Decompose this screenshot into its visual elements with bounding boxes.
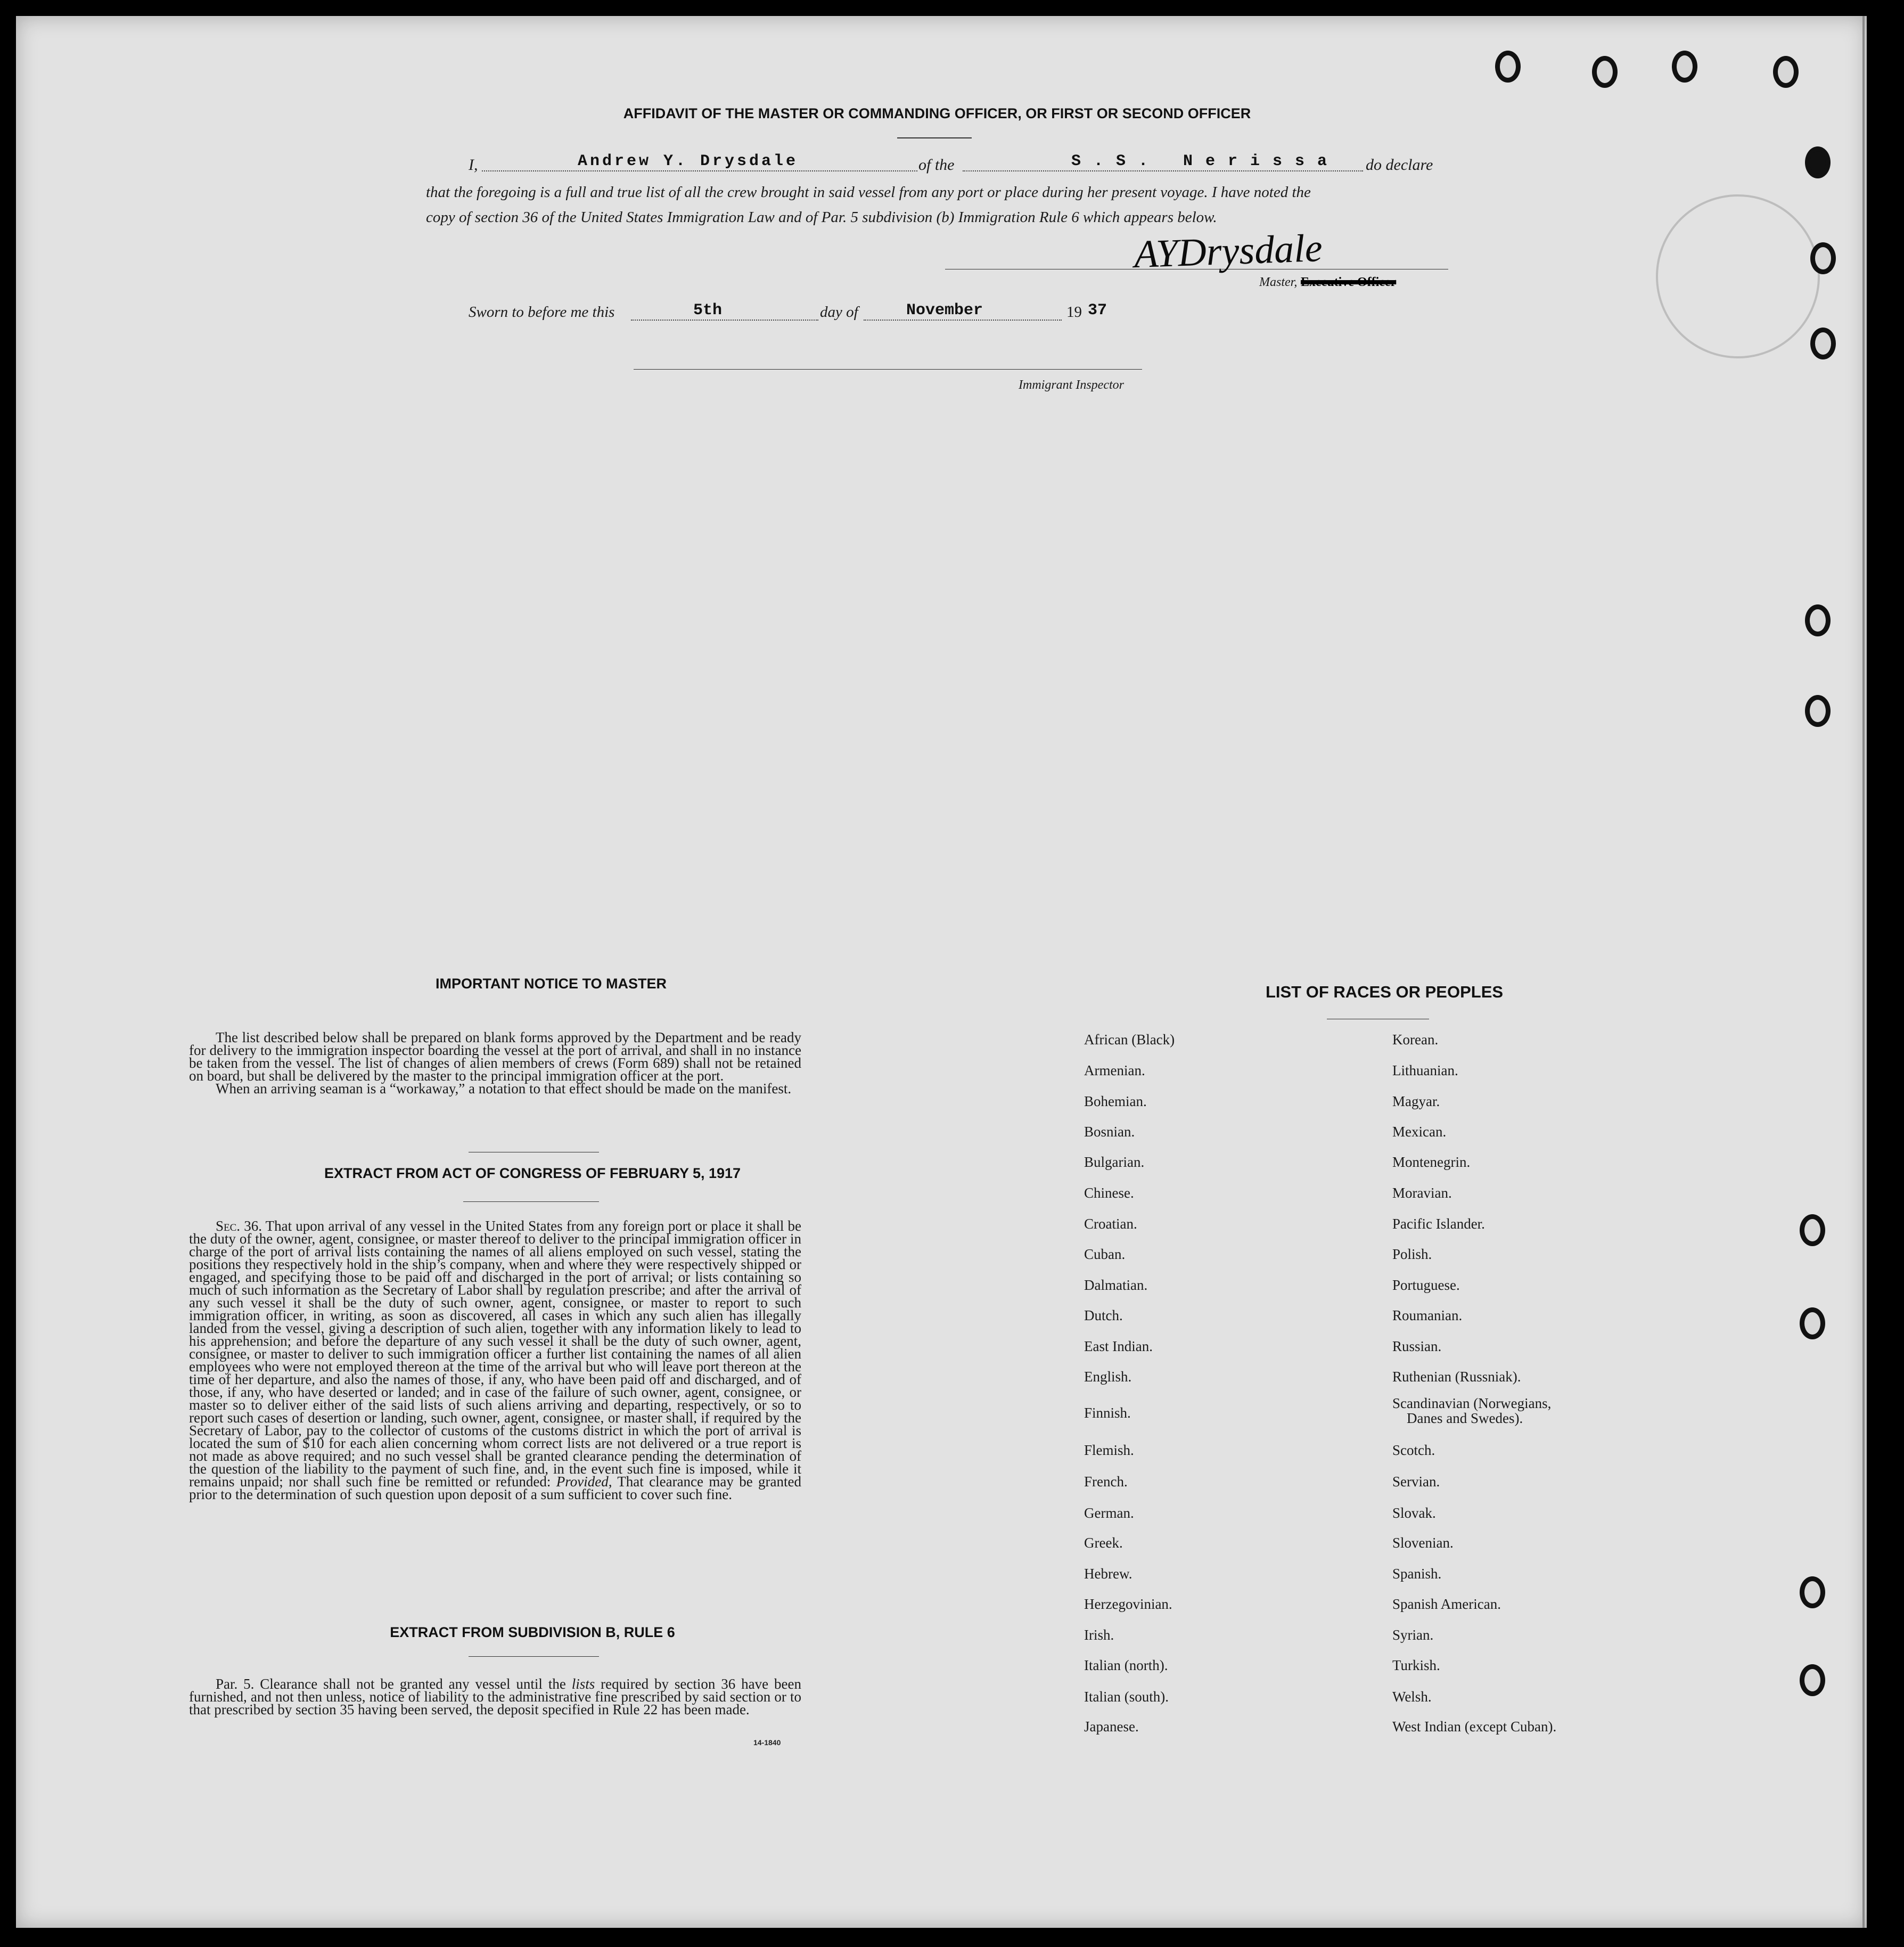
race-right-item: Syrian.	[1392, 1627, 1434, 1643]
race-right-item: Spanish.	[1392, 1566, 1442, 1582]
race-left-item: Italian (south).	[1084, 1689, 1169, 1705]
section-36-text: That upon arrival of any vessel in the United States from any foreign port or place it shall be the duty of the owner, agent, consignee, or master thereof to deliver to the principal immigration officer in charge of the port of arrival lists containing the names of all aliens employed on such vessel, stating the positions they respectively hold in the ship’s company, when and where they were respectively shipped or engaged, and specifying those to be paid off and discharged in the port of arrival; or lists containing so much of such information as the Secretary of Labor shall by regulation prescribe; and after the arrival of any such vessel it shall be the duty of such owner, agent, consignee, or master to report to such immigration officer, in writing, as soon as discovered, all cases in which any such alien has illegally landed from the vessel, giving a description of such alien, together with any information likely to lead to his apprehension; and before the departure of any such vessel it shall be the duty of such owner, agent, consignee, or master to deliver to such immigration officer a further list containing the names of all alien employees who were not employed thereon at the time of the arrival but who will leave port thereon at the time of her departure, and also the names of those, if any, who have been paid off and discharged, and of those, if any, who have deserted or landed; and in case of the failure of such owner, agent, consignee, or master so to deliver either of the said lists of such aliens arriving and departing, respectively, or so to report such cases of desertion or landing, such owner, agent, consignee, or master shall, if required by the Secretary of Labor, pay to the collector of customs of the customs district in which the port of arrival is located the sum of $10 for each alien concerning whom correct lists are not delivered or a true report is not made as above required; and no such vessel shall be granted clearance pending the determination of the question of the liability to the payment of such fine, and, in the event such fine is imposed, while it remains unpaid; nor shall such fine be remitted or refunded:	[189, 1218, 801, 1490]
race-left-item: Croatian.	[1084, 1216, 1137, 1232]
affidavit-do-declare: do declare	[1366, 156, 1433, 174]
race-right-item: Servian.	[1392, 1474, 1440, 1490]
punch-hole-icon	[1773, 56, 1799, 88]
notice-paragraph-2: When an arriving seaman is a “workaway,” a notation to that effect should be made on the manifest.	[216, 1081, 792, 1097]
day-line	[631, 320, 818, 321]
provided-word: Provided,	[556, 1474, 612, 1490]
race-right-item: Turkish.	[1392, 1657, 1440, 1673]
inspector-line	[634, 369, 1142, 370]
act-title: EXTRACT FROM ACT OF CONGRESS OF FEBRUARY 5, 1917	[324, 1165, 741, 1181]
rule6-text-a: Par. 5. Clearance shall not be granted any vessel until the	[216, 1676, 566, 1692]
punch-hole-icon	[1592, 56, 1618, 88]
race-left-item: Irish.	[1084, 1627, 1114, 1643]
master-name: Andrew Y. Drysdale	[578, 152, 799, 170]
race-right-item: Mexican.	[1392, 1124, 1447, 1140]
divider	[463, 1201, 599, 1202]
race-right-item: Slovak.	[1392, 1505, 1436, 1521]
race-left-item: African (Black)	[1084, 1032, 1175, 1048]
race-left-item: Armenian.	[1084, 1062, 1145, 1078]
race-right-item: Welsh.	[1392, 1689, 1432, 1705]
race-left-item: Bohemian.	[1084, 1093, 1147, 1109]
month-line	[864, 320, 1062, 321]
rule6-body	[189, 1678, 801, 1716]
punch-hole-icon	[1800, 1576, 1825, 1608]
race-right-item: Pacific Islander.	[1392, 1216, 1485, 1232]
race-right-item: Spanish American.	[1392, 1596, 1501, 1612]
race-left-item: Japanese.	[1084, 1719, 1139, 1735]
punch-hole-icon	[1672, 51, 1697, 83]
race-right-item: Lithuanian.	[1392, 1062, 1458, 1078]
section-label: Sec. 36.	[216, 1218, 262, 1234]
punch-hole-icon	[1800, 1214, 1825, 1246]
punch-hole-icon	[1495, 51, 1521, 83]
race-left-item: Dalmatian.	[1084, 1277, 1148, 1293]
race-right-item: Russian.	[1392, 1338, 1442, 1354]
punch-hole-icon	[1805, 604, 1831, 636]
affidavit-i-label: I,	[469, 156, 478, 174]
race-right-item: West Indian (except Cuban).	[1392, 1719, 1557, 1735]
vessel-name: S.S. Nerissa	[1071, 152, 1340, 170]
race-left-item: English.	[1084, 1369, 1132, 1385]
sworn-label: Sworn to before me this	[469, 304, 615, 321]
affidavit-line-3: copy of section 36 of the United States Immigration Law and of Par. 5 subdivision (b) Immigration Rule 6 which appears below.	[426, 209, 1217, 226]
page-edge	[1862, 16, 1865, 1928]
act-body	[189, 1220, 801, 1501]
punch-hole-icon	[1800, 1664, 1825, 1696]
race-right-item: Moravian.	[1392, 1185, 1452, 1201]
race-left-item: German.	[1084, 1505, 1134, 1521]
race-left-item: Finnish.	[1084, 1405, 1131, 1421]
race-left-item: Bosnian.	[1084, 1124, 1135, 1140]
punch-hole-icon	[1810, 328, 1836, 359]
rule6-text-b: required by section 36 have been furnished, and not then unless, notice of liability to the administrative fine prescribed by said section or to that prescribed by section 35 having been served, the deposit specified in Rule 22 has been made.	[189, 1676, 802, 1717]
race-right-item: Magyar.	[1392, 1093, 1440, 1109]
race-left-item: Flemish.	[1084, 1442, 1134, 1458]
struck-title: Executive Officer	[1301, 275, 1397, 289]
year-prefix: 19	[1066, 304, 1082, 321]
race-right-item: Portuguese.	[1392, 1277, 1460, 1293]
notice-paragraph-1: The list described below shall be prepared on blank forms approved by the Department and be ready for delivery to the immigration inspector boarding the vessel at the port of arrival, and shall in no instance be taken from the vessel. The list of changes of alien members of crews (Form 689) shall not be retained on board, but shall be delivered by the master to the principal immigration officer at the port.	[189, 1029, 801, 1084]
race-right-item: Scandinavian (Norwegians,	[1392, 1395, 1552, 1411]
race-left-item: Herzegovinian.	[1084, 1596, 1172, 1612]
form-number: 14-1840	[753, 1738, 781, 1747]
race-right-item: Ruthenian (Russniak).	[1392, 1369, 1521, 1385]
race-left-item: Bulgarian.	[1084, 1154, 1145, 1170]
notice-body	[189, 1031, 801, 1095]
races-title: LIST OF RACES OR PEOPLES	[1265, 983, 1504, 1001]
race-left-item: East Indian.	[1084, 1338, 1153, 1354]
race-right-item: Scotch.	[1392, 1442, 1435, 1458]
punch-hole-icon	[1805, 695, 1831, 727]
day-of-label: day of	[820, 304, 858, 321]
race-right-item: Slovenian.	[1392, 1535, 1454, 1551]
affidavit-line-2: that the foregoing is a full and true list of all the crew brought in said vessel from any port or place during her present voyage. I have noted the	[426, 184, 1311, 201]
lists-word: lists	[571, 1676, 595, 1692]
race-left-item: Hebrew.	[1084, 1566, 1132, 1582]
master-signature: AYDrysdale	[1133, 226, 1323, 277]
sworn-day: 5th	[693, 301, 723, 320]
race-right-item: Korean.	[1392, 1032, 1439, 1048]
divider	[897, 137, 972, 138]
race-right-item-continued: Danes and Swedes).	[1407, 1410, 1523, 1426]
race-left-item: Italian (north).	[1084, 1657, 1168, 1673]
section-36-text-end: That clearance may be granted prior to the determination of such question upon deposit of a sum sufficient to cover such fine.	[189, 1474, 801, 1502]
race-right-item: Polish.	[1392, 1246, 1432, 1262]
race-left-item: Cuban.	[1084, 1246, 1126, 1262]
vessel-line	[963, 170, 1363, 171]
year-suffix: 37	[1088, 301, 1107, 320]
master-label: Master,	[1259, 275, 1298, 289]
race-left-item: Greek.	[1084, 1535, 1123, 1551]
affidavit-title: AFFIDAVIT OF THE MASTER OR COMMANDING OFFICER, OR FIRST OR SECOND OFFICER	[623, 105, 1251, 121]
inspector-label: Immigrant Inspector	[1019, 378, 1124, 392]
race-right-item: Roumanian.	[1392, 1307, 1463, 1323]
punch-hole-icon	[1810, 242, 1836, 274]
faded-stamp	[1656, 194, 1820, 358]
race-right-item: Montenegrin.	[1392, 1154, 1471, 1170]
name-line	[482, 170, 917, 171]
notice-title: IMPORTANT NOTICE TO MASTER	[436, 976, 667, 992]
punch-hole-icon	[1800, 1307, 1825, 1339]
affidavit-of-the: of the	[918, 156, 955, 174]
rule6-title: EXTRACT FROM SUBDIVISION B, RULE 6	[390, 1624, 675, 1640]
race-left-item: Dutch.	[1084, 1307, 1123, 1323]
sworn-month: November	[906, 301, 983, 320]
divider	[469, 1656, 599, 1657]
race-left-item: Chinese.	[1084, 1185, 1134, 1201]
punch-hole-icon	[1805, 146, 1831, 178]
race-left-item: French.	[1084, 1474, 1128, 1490]
